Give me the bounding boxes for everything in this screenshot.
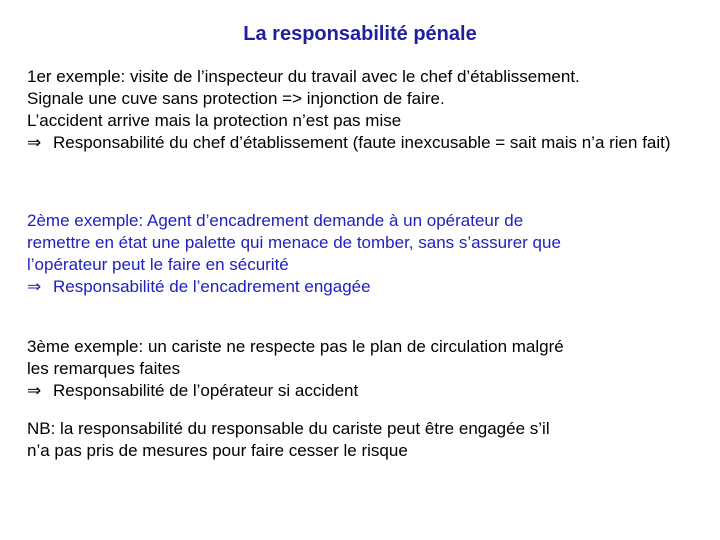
- implies-arrow-icon: ⇒: [27, 277, 42, 297]
- page-title: La responsabilité pénale: [243, 23, 477, 45]
- example-1-block: [27, 66, 697, 154]
- example-1-line-3: L’accident arrive mais la protection n’est pas mise: [27, 111, 402, 130]
- example-1-line-1: 1er exemple: visite de l’inspecteur du travail avec le chef d’établissement.: [27, 67, 580, 86]
- example-2-block: [27, 210, 697, 298]
- example-3-conclusion-row: [27, 380, 697, 402]
- example-2-line-1: 2ème exemple: Agent d’encadrement demande à un opérateur de: [27, 211, 524, 230]
- example-3-block: [27, 336, 697, 402]
- example-3-line-1: 3ème exemple: un cariste ne respecte pas le plan de circulation malgré: [27, 337, 564, 356]
- example-3-line-2: les remarques faites: [27, 359, 181, 378]
- example-2-line-2: remettre en état une palette qui menace de tomber, sans s’assurer que: [27, 233, 561, 252]
- example-1-line-2: Signale une cuve sans protection => injonction de faire.: [27, 89, 445, 108]
- nb-line-2: n’a pas pris de mesures pour faire cesser le risque: [27, 441, 408, 460]
- implies-arrow-icon: ⇒: [27, 133, 42, 153]
- example-2-conclusion: Responsabilité de l’encadrement engagée: [53, 277, 371, 296]
- nb-block: [27, 418, 697, 462]
- example-1-conclusion-row: [27, 132, 697, 154]
- implies-arrow-icon: ⇒: [27, 381, 42, 401]
- example-2-conclusion-row: [27, 276, 697, 298]
- example-2-line-3: l’opérateur peut le faire en sécurité: [27, 255, 289, 274]
- example-3-conclusion: Responsabilité de l’opérateur si accident: [53, 381, 359, 400]
- example-1-conclusion: Responsabilité du chef d’établissement (faute inexcusable = sait mais n’a rien fait): [53, 133, 671, 152]
- nb-line-1: NB: la responsabilité du responsable du cariste peut être engagée s’il: [27, 419, 550, 438]
